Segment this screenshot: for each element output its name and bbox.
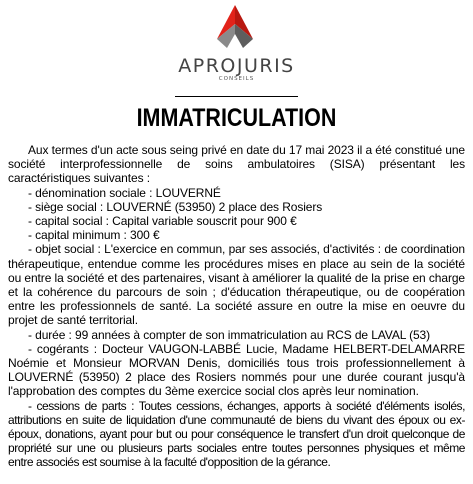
list-item-cessions: - cessions de parts : Toutes cessions, échanges, apports à société d'éléments isolés, attributions en suite de liquidation d'une communauté de biens du vivant des époux ou ex-époux, donations, ayant pour but ou pour conséquence le transfert d'un droit quelconque de propriété sur une ou plusieurs parts sociales entre toutes personnes physiques et même entre associés est soumise à la faculté d'opposition de la gérance.	[8, 398, 465, 470]
list-item-duree: - durée : 99 années à compter de son immatriculation au RCS de LAVAL (53)	[28, 327, 431, 342]
list-item-denomination: - dénomination sociale : LOUVERNÉ	[28, 185, 221, 200]
list-item-capital-minimum: - capital minimum : 300 €	[28, 228, 160, 243]
list-item-capital-social: - capital social : Capital variable souscrit pour 900 €	[28, 214, 297, 229]
divider	[175, 96, 298, 97]
list-item-cogerants: - cogérants : Docteur VAUGON-LABBÉ Lucie, Madame HELBERT-DELAMARRE Noémie et Monsieur MORVAN Denis, domiciliés tous trois professionnellement à LOUVERNÉ (53950) 2 place des Rosiers nommés pour une durée courant jusqu'à l'approbation des comptes du 3ème exercice social clos après leur nomination.	[8, 341, 465, 399]
brand-name: APROJURIS	[178, 55, 295, 77]
aprojuris-logo-icon	[202, 4, 272, 58]
list-item-siege: - siège social : LOUVERNÉ (53950) 2 place des Rosiers	[28, 199, 323, 214]
page-title: IMMATRICULATION	[136, 104, 337, 132]
brand-subtitle: CONSEILS	[218, 76, 255, 82]
notice-body	[8, 143, 465, 470]
list-item-objet-social: - objet social : L'exercice en commun, par ses associés, d'activités : de coordination thérapeutique, entendue comme les procédures mises en place au sein de la société ou entre la société et des partenaires, visant à améliorer la qualité de la prise en charge et la cohérence du parcours de soin ; d'éducation thérapeutique, ou de coopération entre les professionnels de santé. La société assure en outre la mise en oeuvre du projet de santé territorial.	[8, 242, 465, 328]
intro-paragraph: Aux termes d'un acte sous seing privé en date du 17 mai 2023 il a été constitué une société interprofessionnelle de soins ambulatoires (SISA) présentant les caractéristiques suivantes :	[8, 143, 465, 186]
